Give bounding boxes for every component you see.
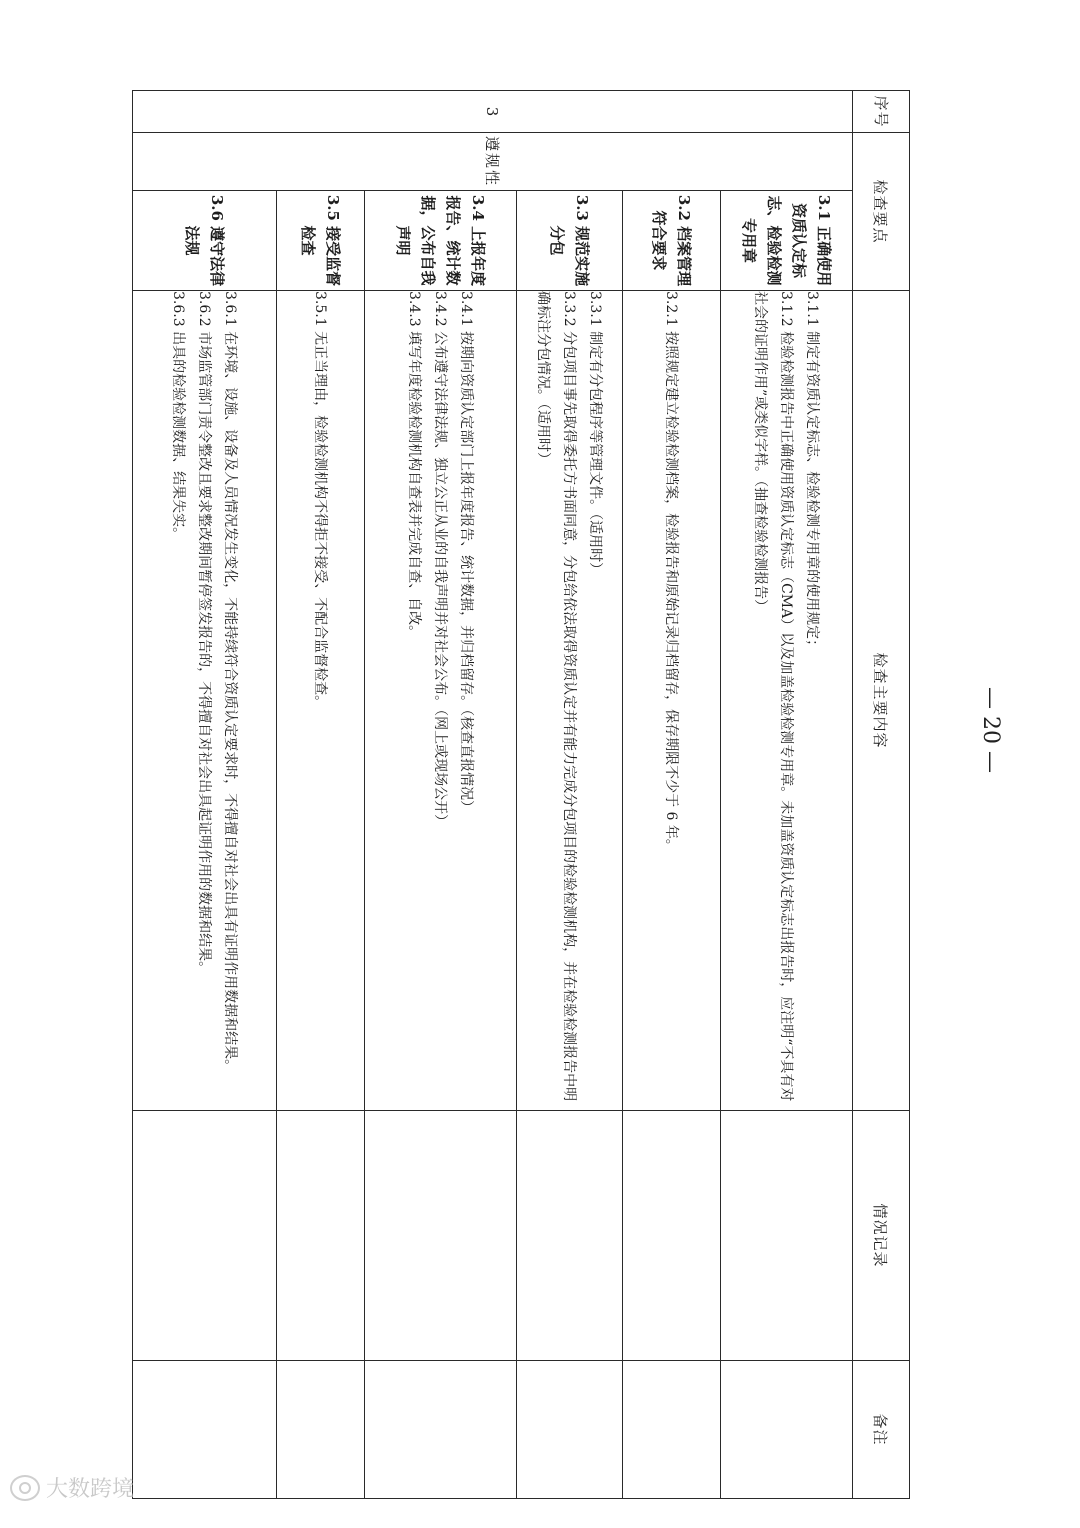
remark-cell[interactable] — [365, 1361, 517, 1499]
header-row — [853, 91, 910, 1499]
check-content — [133, 291, 277, 1111]
remark-cell[interactable] — [721, 1361, 853, 1499]
content-line: 3.6.1 在环境、设施、设备及人员情况发生变化，不能持续符合资质认定要求时，不得擅自对社会出具有证明作用数据和结果。 — [222, 291, 239, 1074]
header-content: 检查主要内容 — [853, 291, 910, 1111]
watermark-logo-icon — [10, 1475, 40, 1501]
remark-cell[interactable] — [133, 1361, 277, 1499]
table-row — [365, 91, 517, 1499]
check-content — [277, 291, 365, 1111]
remark-cell[interactable] — [517, 1361, 623, 1499]
content-line: 3.6.3 出具的检验检测数据、结果失实。 — [170, 291, 187, 542]
content-line: 3.4.2 公布遵守法律法规、独立公正从业的自我声明并对社会公布。（网上或现场公开） — [432, 291, 449, 829]
table-row — [721, 91, 853, 1499]
header-seq: 序号 — [853, 91, 910, 133]
check-point: 3.5 接受监督检查 — [277, 191, 365, 291]
content-line: 3.2.1 按照规定建立检验检测档案，检验报告和原始记录归档留存，保存期限不少于 6 年。 — [663, 291, 680, 853]
section-requirement: 遵规性 — [133, 133, 853, 191]
check-point: 3.4 上报年度报告、统计数据，公布自我声明 — [365, 191, 517, 291]
content-line: 3.3.1 制定有分包程序等管理文件。（适用时） — [587, 291, 604, 577]
remark-cell[interactable] — [277, 1361, 365, 1499]
check-point: 3.6 遵守法律法规 — [133, 191, 277, 291]
record-cell[interactable] — [277, 1111, 365, 1361]
header-record: 情况记录 — [853, 1111, 910, 1361]
check-point: 3.2 档案管理符合要求 — [623, 191, 721, 291]
page-number: — 20 — — [978, 687, 1003, 773]
content-line: 3.3.2 分包项目事先取得委托方书面同意，分包给依法取得资质认定并有能力完成分包项目的检验检测机构，并在检验检测报告中明确标注分包情况。（适用时） — [535, 291, 578, 1102]
content-line: 3.5.1 无正当理由，检验检测机构不得拒不接受、不配合监督检查。 — [312, 291, 329, 710]
header-remark: 备注 — [853, 1361, 910, 1499]
content-line: 3.4.1 按期向资质认定部门上报年度报告、统计数据，并归档留存。（核查直报情况） — [458, 291, 475, 815]
table-row — [517, 91, 623, 1499]
check-content — [365, 291, 517, 1111]
record-cell[interactable] — [721, 1111, 853, 1361]
table-row — [277, 91, 365, 1499]
content-line: 3.6.2 市场监管部门责令整改且要求整改期间暂停签发报告的，不得擅自对社会出具起证明作用的数据和结果。 — [196, 291, 213, 976]
record-cell[interactable] — [517, 1111, 623, 1361]
inspection-table — [132, 90, 910, 1499]
check-point: 3.1 正确使用资质认定标志、检验检测专用章 — [721, 191, 853, 291]
check-content — [517, 291, 623, 1111]
table-row — [623, 91, 721, 1499]
content-line: 3.1.2 检验检测报告中正确使用资质认定标志（CMA）以及加盖检验检测专用章。未加盖资质认定标志出报告时，应注明“不具有对社会的证明作用”或类似字样。（抽查检验检测报告） — [752, 291, 795, 1102]
content-line: 3.4.3 填写年度检验检测机构自查表并完成自查、自改。 — [406, 291, 423, 640]
check-point: 3.3 规范实施分包 — [517, 191, 623, 291]
content-line: 3.1.1 制定有资质认定标志、检验检测专用章的使用规定； — [804, 291, 821, 654]
check-content — [623, 291, 721, 1111]
rotated-page — [134, 90, 910, 1498]
watermark-text: 大数跨境 — [46, 1477, 135, 1502]
table-row — [133, 91, 277, 1499]
header-points: 检查要点 — [853, 133, 910, 291]
record-cell[interactable] — [623, 1111, 721, 1361]
section-seq: 3 — [133, 91, 853, 133]
record-cell[interactable] — [133, 1111, 277, 1361]
check-content — [721, 291, 853, 1111]
record-cell[interactable] — [365, 1111, 517, 1361]
watermark — [10, 1472, 134, 1503]
remark-cell[interactable] — [623, 1361, 721, 1499]
